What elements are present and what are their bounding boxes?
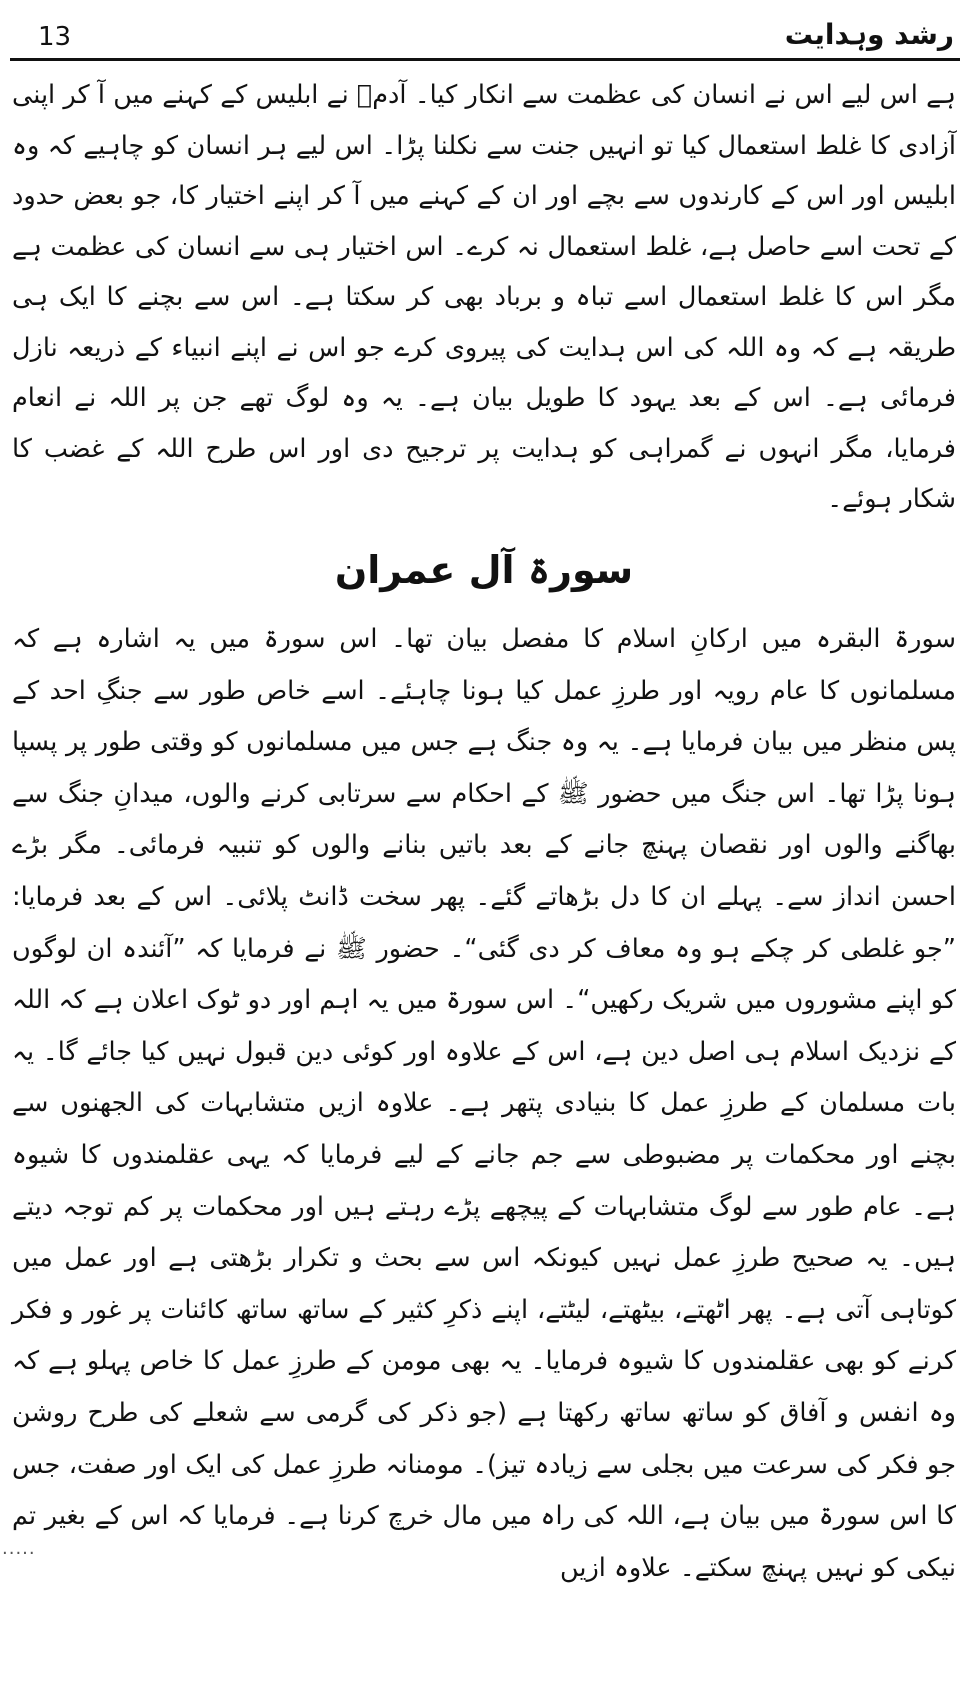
- margin-dots: .....: [2, 1538, 36, 1559]
- header-rule: [10, 58, 960, 61]
- running-title: رشد وہدایت: [784, 18, 954, 51]
- main-paragraph: سورۃ البقرہ میں ارکانِ اسلام کا مفصل بیان تھا۔ اس سورۃ میں یہ اشارہ ہے کہ مسلمانوں کا عام رویہ اور طرزِ عمل کیا ہونا چاہئے۔ اسے خاص طور سے جنگِ احد کے پس منظر میں بیان فرمایا ہے۔ یہ وہ جنگ ہے جس میں مسلمانوں کو وقتی طور پر پسپا ہونا پڑا تھا۔ اس جنگ میں حضور ﷺ کے احکام سے سرتابی کرنے والوں، میدانِ جنگ سے بھاگنے والوں اور نقصان پہنچ جانے کے بعد باتیں بنانے والوں کو تنبیہ فرمائی۔ مگر بڑے احسن انداز سے۔ پہلے ان کا دل بڑھاتے گئے۔ پھر سخت ڈانٹ پلائی۔ اس کے بعد فرمایا: ”جو غلطی کر چکے ہو وہ معاف کر دی گئی“۔ حضور ﷺ نے فرمایا کہ ”آئندہ ان لوگوں کو اپنے مشوروں میں شریک رکھیں“۔ اس سورۃ میں یہ اہم اور دو ٹوک اعلان ہے کہ اللہ کے نزدیک اسلام ہی اصل دین ہے، اس کے علاوہ اور کوئی دین قبول نہیں کیا جائے گا۔ یہ بات مسلمان کے طرزِ عمل کا بنیادی پتھر ہے۔ علاوہ ازیں متشابہات کی الجھنوں سے بچنے اور محکمات پر مضبوطی سے جم جانے کے لیے فرمایا کہ یہی عقلمندوں کا شیوہ ہے۔ عام طور سے لوگ متشابہات کے پیچھے پڑے رہتے ہیں اور محکمات پر کم توجہ دیتے ہیں۔ یہ صحیح طرزِ عمل نہیں کیونکہ اس سے بحث و تکرار بڑھتی ہے اور عمل میں کوتاہی آتی ہے۔ پھر اٹھتے، بیٹھتے، لیٹتے، اپنے ذکرِ کثیر کے ساتھ ساتھ کائنات پر غور و فکر کرنے کو بھی عقلمندوں کا شیوہ فرمایا۔ یہ بھی مومن کے طرزِ عمل کا خاص پہلو ہے کہ وہ انفس و آفاق کو ساتھ ساتھ رکھتا ہے (جو ذکر کی گرمی سے شعلے کی طرح روشن جو فکر کی سرعت میں بجلی سے زیادہ تیز)۔ مومنانہ طرزِ عمل کی ایک اور صفت، جس کا اس سورۃ میں بیان ہے، اللہ کی راہ میں مال خرچ کرنا ہے۔ فرمایا کہ اس کے بغیر تم نیکی کو نہیں پہنچ سکتے۔ علاوہ ازیں: [12, 624, 956, 1583]
- intro-paragraph: ہے اس لیے اس نے انسان کی عظمت سے انکار کیا۔ آدمؑ نے ابلیس کے کہنے میں آ کر اپنی آزادی کا غلط استعمال کیا تو انہیں جنت سے نکلنا پڑا۔ اس لیے ہر انسان کو چاہیے کہ وہ ابلیس اور اس کے کارندوں سے بچے اور ان کے کہنے میں آ کر اپنے اختیار کا، جو بعض حدود کے تحت اسے حاصل ہے، غلط استعمال نہ کرے۔ اس اختیار ہی سے انسان کی عظمت ہے مگر اس کا غلط استعمال اسے تباہ و برباد بھی کر سکتا ہے۔ اس سے بچنے کا ایک ہی طریقہ ہے کہ وہ اللہ کی اس ہدایت کی پیروی کرے جو اس نے اپنے انبیاء کے ذریعہ نازل فرمائی ہے۔ اس کے بعد یہود کا طویل بیان ہے۔ یہ وہ لوگ تھے جن پر اللہ نے انعام فرمایا، مگر انہوں نے گمراہی کو ہدایت پر ترجیح دی اور اس طرح اللہ کے غضب کا شکار ہوئے۔: [12, 80, 956, 514]
- page-header: [14, 18, 954, 58]
- surah-heading: سورۃ آل عمران: [334, 548, 634, 592]
- page-number: 13: [38, 22, 72, 52]
